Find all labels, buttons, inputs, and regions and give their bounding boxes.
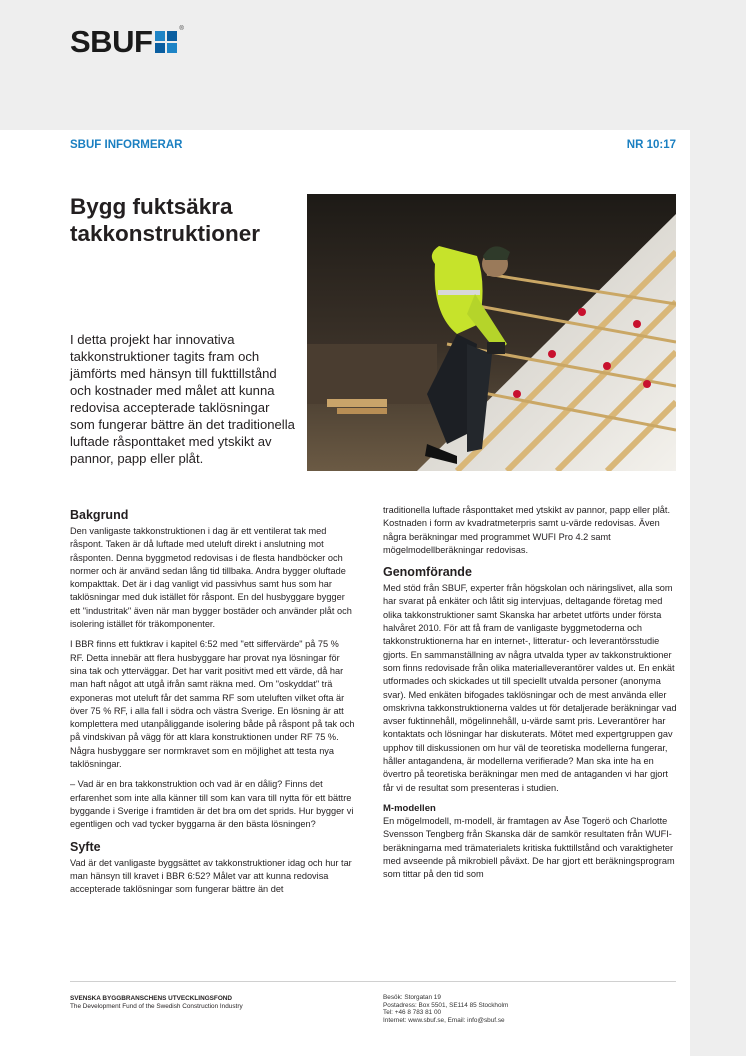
- logo-text: SBUF: [70, 24, 153, 59]
- org-name: SVENSKA BYGGBRANSCHENS UTVECKLINGSFOND: [70, 995, 233, 1002]
- paragraph: En mögelmodell, m-modell, är framtagen av Åse Togerö och Charlotte Svensson Tengberg från Skanska där de samkör resultaten från WUFI-beräkningarna med trämaterialets kritiska fukttillstånd och varaktigheter med avseende på mikrobiell påväxt. De har gjort ett beräkningsprogram som tittar på den tid som: [383, 815, 675, 880]
- paragraph: – Vad är en bra takkonstruktion och vad är en dålig? Finns det erfarenhet som inte alla känner till som kan vara till nytta för ett bättre byggande i Sverige i framtiden är det bra om det sprids. Hur bygger vi egentligen och vad tycker byggarna är den bästa lösningen?: [70, 779, 354, 830]
- heading-genomforande: Genomförande: [383, 565, 472, 580]
- footer-organization: [70, 995, 243, 1011]
- page-title: Bygg fuktsäkra takkonstruktioner: [70, 194, 261, 246]
- sbuf-logo: [70, 26, 184, 57]
- footer-contact: [383, 994, 508, 1024]
- registered-mark: ®: [179, 26, 184, 32]
- logo-squares-icon: [155, 31, 177, 53]
- right-sidebar: [690, 0, 746, 1056]
- postal-address: Postadress: Box 5501, SE114 85 Stockholm: [383, 1001, 509, 1009]
- paragraph: I BBR finns ett fuktkrav i kapitel 6:52 med "ett siffervärde" på 75 % RF. Detta innebär att flera husbyggare har provat nya lösningar för sina tak och ytterväggar. Det har varit positivt med ett värde, då har man haft något att utgå ifrån samt räkna med. Om "oskyddat" trä exponeras mot uteluft får det samma RF som uteluften vilket ofta är över 75 % RF, i alla fall i södra och västra Sverige. En lösning är att komplettera med utanpåliggande isolering både på råspont på tak och på vindskivan på vägg för att klara konstruktionen under RF 75 %. Några husbyggare ser normkravet som en möjlighet att testa nya taklösningar.: [70, 639, 355, 770]
- paragraph: Med stöd från SBUF, experter från högskolan och näringslivet, alla som har svarat på enkäter och låtit sig intervjuas, deltagande företag med olika takkonstruktioner samt Skanska har arbetet utförts under första halvåret 2010. För att få fram de vanligaste byggmetoderna och takkonstruktionerna har en internet-, litteratur- och leverantörsstudie gjorts. En sammanställning av några utvalda typer av takkonstruktioner som finns redovisade från olika materialleverantörer valdes ut. En enkät utformades och skickades ut till speciellt utvalda personer (anonyma svar). Med enkäten bifogades taklösningar och de mest använda eller omskrivna takkonstruktionerna valdes ut för detaljerade beräkningar vad avser fuktinnehåll, mögelinnehåll, u-värde samt pris. Leverantörer har kontaktats och lösningar har diskuterats. Mötet med expertgruppen gav upphov till diskussionen om hur väl de teoretiska modellerna fungerar, håller antagandena, är modellerna verifierade? Man ska inte ha en övertro på teoretiska beräkningar men med de antaganden vi har gjort får vi de resultat som presenteras i studien.: [383, 583, 677, 793]
- footer-divider: [70, 981, 676, 982]
- header-band: [0, 0, 690, 130]
- paragraph: Den vanligaste takkonstruktionen i dag är ett ventilerat tak med råspont. Taken är då luftade med uteluft direkt i anslutning mot råsponten. Denna byggmetod redovisas i de flesta handböcker och normer och är använd sedan lång tid tillbaka. Andra bygger oluftade kompakttak. Det är i dag vanligt vid passivhus samt hus som har taklösningar med duk istället för råspont. En del husbyggare bygger ett "industritak" även när man bygger bostäder och använder plåt och isolering istället för träkomponenter.: [70, 526, 352, 630]
- section-label: SBUF INFORMERAR: [70, 139, 183, 151]
- construction-photo: [307, 194, 676, 471]
- phone: Tel: +46 8 783 81 00: [383, 1009, 442, 1017]
- left-column: [70, 507, 355, 903]
- paragraph: traditionella luftade råsponttaket med ytskikt av pannor, papp eller plåt. Kostnaden i form av kvadratmeterpris samt u-värde redovisas. Även några beräkningar med programmet WUFI Pro 4.2 samt mögelmodellberäkningar redovisas.: [383, 505, 671, 555]
- section-bar: [70, 139, 676, 151]
- heading-syfte: Syfte: [70, 839, 101, 854]
- web-email: Internet: www.sbuf.se, Email: info@sbuf.se: [383, 1016, 505, 1024]
- heading-bakgrund: Bakgrund: [70, 508, 129, 522]
- heading-m-modellen: M-modellen: [383, 802, 436, 814]
- issue-number: NR 10:17: [626, 139, 676, 151]
- roof-worker-image: [307, 194, 676, 471]
- lead-paragraph: I detta projekt har innovativa takkonstruktioner tagits fram och jämförts med hänsyn till fukttillstånd och kostnader med målet att kunna redovisa accepterade taklösningar som fungerar bättre än det traditionella luftade råsponttaket med ytskikt av pannor, papp eller plåt.: [70, 332, 295, 466]
- right-column: [383, 504, 678, 888]
- org-name-en: The Development Fund of the Swedish Construction Industry: [70, 1003, 243, 1010]
- visit-address: Besök: Storgatan 19: [383, 994, 441, 1001]
- paragraph: Vad är det vanligaste byggsättet av takkonstruktioner idag och hur tar man hänsyn till kravet i BBR 6:52? Målet var att kunna redovisa accepterade taklösningar som fungerar bättre än det: [70, 857, 352, 895]
- header-divider: [0, 130, 690, 134]
